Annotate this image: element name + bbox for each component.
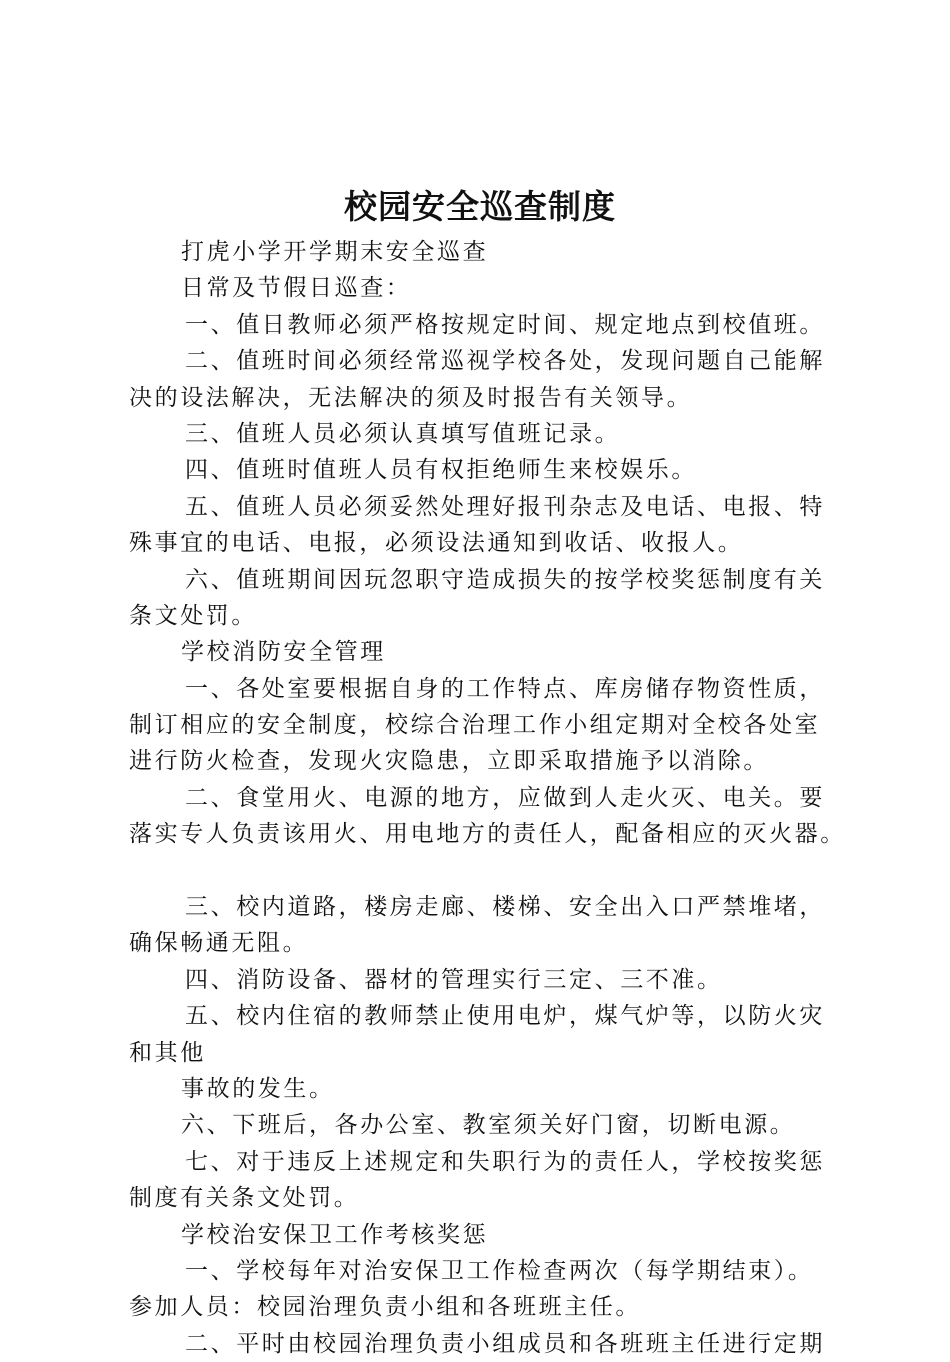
paragraph-line: 七、对于违反上述规定和失职行为的责任人，学校按奖惩 — [185, 1148, 825, 1175]
paragraph-line: 四、消防设备、器材的管理实行三定、三不准。 — [185, 966, 723, 993]
paragraph-line: 条文处罚。 — [129, 602, 257, 629]
paragraph-line: 五、值班人员必须妥然处理好报刊杂志及电话、电报、特 — [185, 493, 825, 520]
paragraph-line: 二、平时由校园治理负责小组成员和各班班主任进行定期 — [185, 1330, 825, 1357]
paragraph-line: 制订相应的安全制度，校综合治理工作小组定期对全校各处室 — [129, 712, 821, 739]
document-body — [129, 234, 849, 1362]
paragraph-line: 进行防火检查，发现火灾隐患，立即采取措施予以消除。 — [129, 748, 769, 775]
paragraph-line: 六、值班期间因玩忽职守造成损失的按学校奖惩制度有关 — [185, 566, 825, 593]
paragraph-line: 和其他 — [129, 1039, 206, 1066]
paragraph-line: 五、校内住宿的教师禁止使用电炉，煤气炉等，以防火灾 — [185, 1003, 825, 1030]
paragraph-line: 制度有关条文处罚。 — [129, 1185, 360, 1212]
paragraph-line: 一、各处室要根据自身的工作特点、库房储存物资性质， — [185, 675, 825, 702]
paragraph-line: 一、学校每年对治安保卫工作检查两次（每学期结束）。 — [185, 1257, 814, 1284]
paragraph-line: 二、值班时间必须经常巡视学校各处，发现问题自己能解 — [185, 348, 825, 375]
section-heading: 学校治安保卫工作考核奖惩 — [181, 1221, 489, 1248]
section-heading: 学校消防安全管理 — [181, 639, 386, 666]
paragraph-line: 决的设法解决，无法解决的须及时报告有关领导。 — [129, 384, 693, 411]
paragraph-line: 六、下班后，各办公室、教室须关好门窗，切断电源。 — [181, 1112, 796, 1139]
paragraph-line: 三、值班人员必须认真填写值班记录。 — [185, 420, 621, 447]
document-title: 校园安全巡查制度 — [344, 187, 616, 226]
paragraph-line: 参加人员：校园治理负责小组和各班班主任。 — [129, 1294, 641, 1321]
subtitle-line: 打虎小学开学期末安全巡查 — [181, 239, 489, 265]
paragraph-line: 确保畅通无阻。 — [129, 930, 309, 957]
paragraph-line: 事故的发生。 — [181, 1075, 335, 1102]
paragraph-line: 三、校内道路，楼房走廊、楼梯、安全出入口严禁堆堵， — [185, 894, 825, 921]
paragraph-line: 落实专人负责该用火、用电地方的责任人，配备相应的灭火器。 — [129, 821, 846, 848]
paragraph-line: 殊事宜的电话、电报，必须设法通知到收话、收报人。 — [129, 530, 744, 557]
blank-line — [129, 853, 849, 889]
paragraph-line: 四、值班时值班人员有权拒绝师生来校娱乐。 — [185, 457, 697, 484]
section-heading: 日常及节假日巡查： — [181, 275, 412, 302]
paragraph-line: 二、食堂用火、电源的地方，应做到人走火灭、电关。要 — [185, 784, 825, 811]
paragraph-line: 一、值日教师必须严格按规定时间、规定地点到校值班。 — [185, 311, 825, 338]
